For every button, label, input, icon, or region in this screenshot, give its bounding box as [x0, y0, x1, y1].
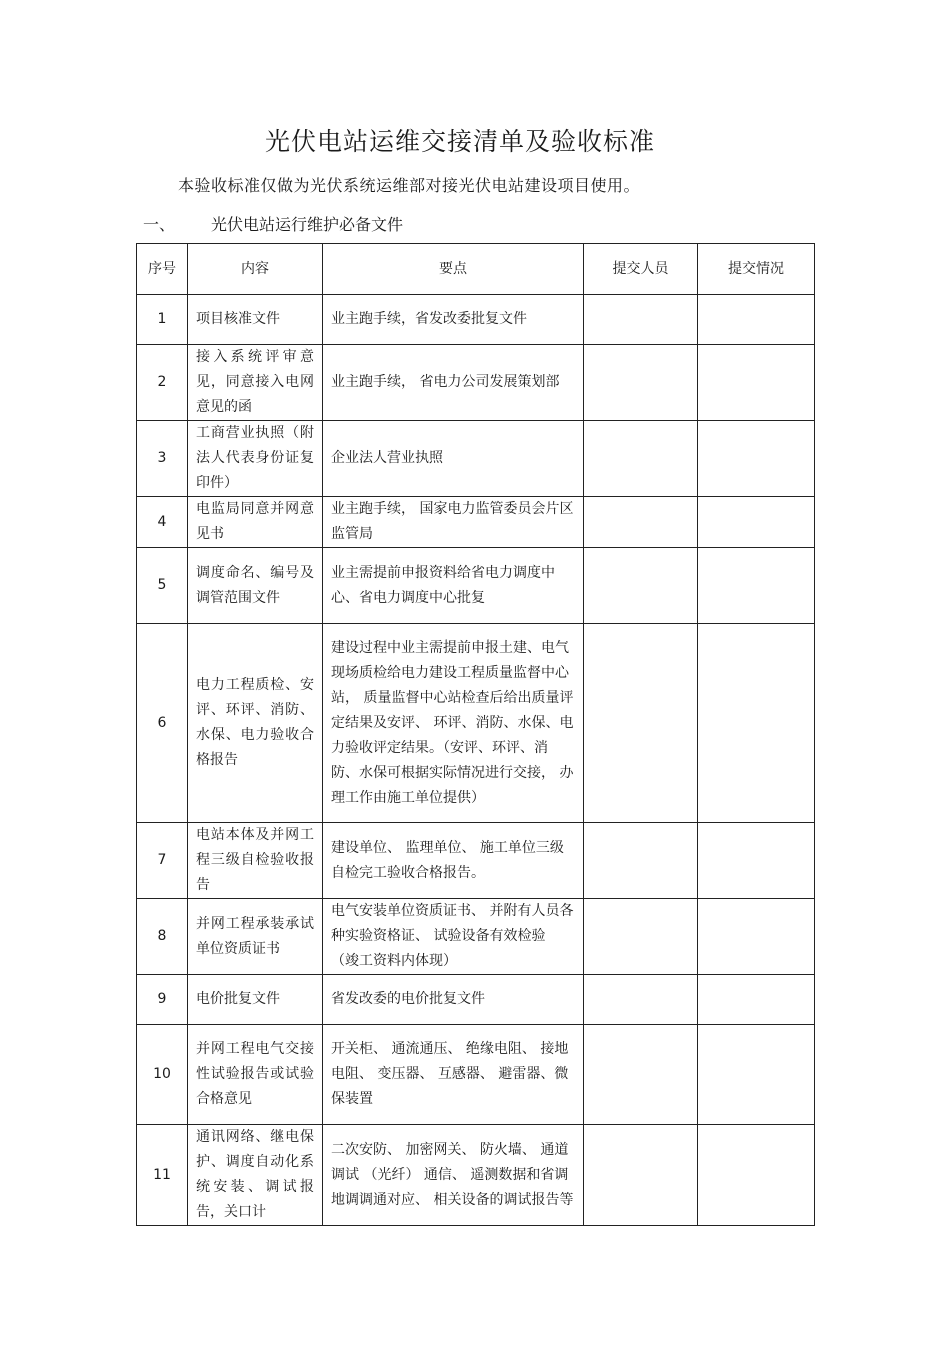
row-person [584, 624, 698, 823]
section-heading [143, 212, 403, 235]
table-row [137, 823, 815, 899]
row-number: 3 [137, 421, 188, 497]
row-number: 6 [137, 624, 188, 823]
row-content: 并网工程电气交接性试验报告或试验合格意见 [188, 1025, 323, 1125]
row-content: 电力工程质检、安评、环评、消防、水保、电力验收合格报告 [188, 624, 323, 823]
row-number: 1 [137, 295, 188, 345]
row-person [584, 975, 698, 1025]
row-number: 9 [137, 975, 188, 1025]
row-points: 省发改委的电价批复文件 [323, 975, 584, 1025]
row-number: 7 [137, 823, 188, 899]
header-content: 内容 [188, 244, 323, 295]
row-person [584, 548, 698, 624]
row-number: 8 [137, 899, 188, 975]
row-content: 电价批复文件 [188, 975, 323, 1025]
table-row [137, 421, 815, 497]
row-number: 10 [137, 1025, 188, 1125]
row-status [698, 899, 815, 975]
row-content: 电站本体及并网工程三级自检验收报告 [188, 823, 323, 899]
row-points: 企业法人营业执照 [323, 421, 584, 497]
row-content: 调度命名、编号及调管范围文件 [188, 548, 323, 624]
row-points: 业主需提前申报资料给省电力调度中心、省电力调度中心批复 [323, 548, 584, 624]
table-header-row [137, 244, 815, 295]
table-row [137, 1025, 815, 1125]
table-row [137, 497, 815, 548]
row-status [698, 548, 815, 624]
row-points: 业主跑手续，省发改委批复文件 [323, 295, 584, 345]
row-status [698, 1025, 815, 1125]
table-row [137, 624, 815, 823]
row-person [584, 295, 698, 345]
table-row [137, 899, 815, 975]
intro-paragraph: 本验收标准仅做为光伏系统运维部对接光伏电站建设项目使用。 [178, 176, 641, 195]
header-no: 序号 [137, 244, 188, 295]
row-status [698, 345, 815, 421]
row-status [698, 624, 815, 823]
documents-table [136, 243, 815, 1226]
table-row [137, 1125, 815, 1226]
row-number: 2 [137, 345, 188, 421]
section-title: 光伏电站运行维护必备文件 [211, 215, 404, 234]
row-points: 业主跑手续， 国家电力监管委员会片区监管局 [323, 497, 584, 548]
row-person [584, 1125, 698, 1226]
table-row [137, 548, 815, 624]
row-content: 项目核准文件 [188, 295, 323, 345]
row-number: 5 [137, 548, 188, 624]
row-number: 4 [137, 497, 188, 548]
row-points: 二次安防、 加密网关、 防火墙、 通道调试 （光纤） 通信、 遥测数据和省调地调调通对应、 相关设备的调试报告等 [323, 1125, 584, 1226]
row-person [584, 899, 698, 975]
row-content: 通讯网络、继电保护、调度自动化系统安装、调试报告，关口计 [188, 1125, 323, 1226]
row-points: 建设单位、 监理单位、 施工单位三级自检完工验收合格报告。 [323, 823, 584, 899]
row-content: 并网工程承装承试单位资质证书 [188, 899, 323, 975]
table-row [137, 295, 815, 345]
header-person: 提交人员 [584, 244, 698, 295]
row-content: 工商营业执照（附法人代表身份证复印件） [188, 421, 323, 497]
row-points: 建设过程中业主需提前申报土建、电气现场质检给电力建设工程质量监督中心站， 质量监督中心站检查后给出质量评定结果及安评、 环评、消防、水保、电力验收评定结果。（安评、环评、消防、水保可根据实际情况进行交接， 办理工作由施工单位提供） [323, 624, 584, 823]
header-points: 要点 [323, 244, 584, 295]
row-content: 接入系统评审意见，同意接入电网意见的函 [188, 345, 323, 421]
row-status [698, 975, 815, 1025]
header-status: 提交情况 [698, 244, 815, 295]
row-number: 11 [137, 1125, 188, 1226]
row-status [698, 421, 815, 497]
row-person [584, 823, 698, 899]
row-person [584, 345, 698, 421]
row-person [584, 1025, 698, 1125]
row-status [698, 295, 815, 345]
row-status [698, 1125, 815, 1226]
row-status [698, 823, 815, 899]
section-number: 一、 [143, 215, 176, 234]
row-points: 电气安装单位资质证书、 并附有人员各种实验资格证、 试验设备有效检验 （竣工资料内体现） [323, 899, 584, 975]
table-row [137, 975, 815, 1025]
row-person [584, 497, 698, 548]
row-content: 电监局同意并网意见书 [188, 497, 323, 548]
row-person [584, 421, 698, 497]
row-status [698, 497, 815, 548]
table-row [137, 345, 815, 421]
row-points: 业主跑手续， 省电力公司发展策划部 [323, 345, 584, 421]
document-title: 光伏电站运维交接清单及验收标准 [264, 127, 655, 156]
row-points: 开关柜、 通流通压、 绝缘电阻、 接地电阻、 变压器、 互感器、 避雷器、微保装置 [323, 1025, 584, 1125]
